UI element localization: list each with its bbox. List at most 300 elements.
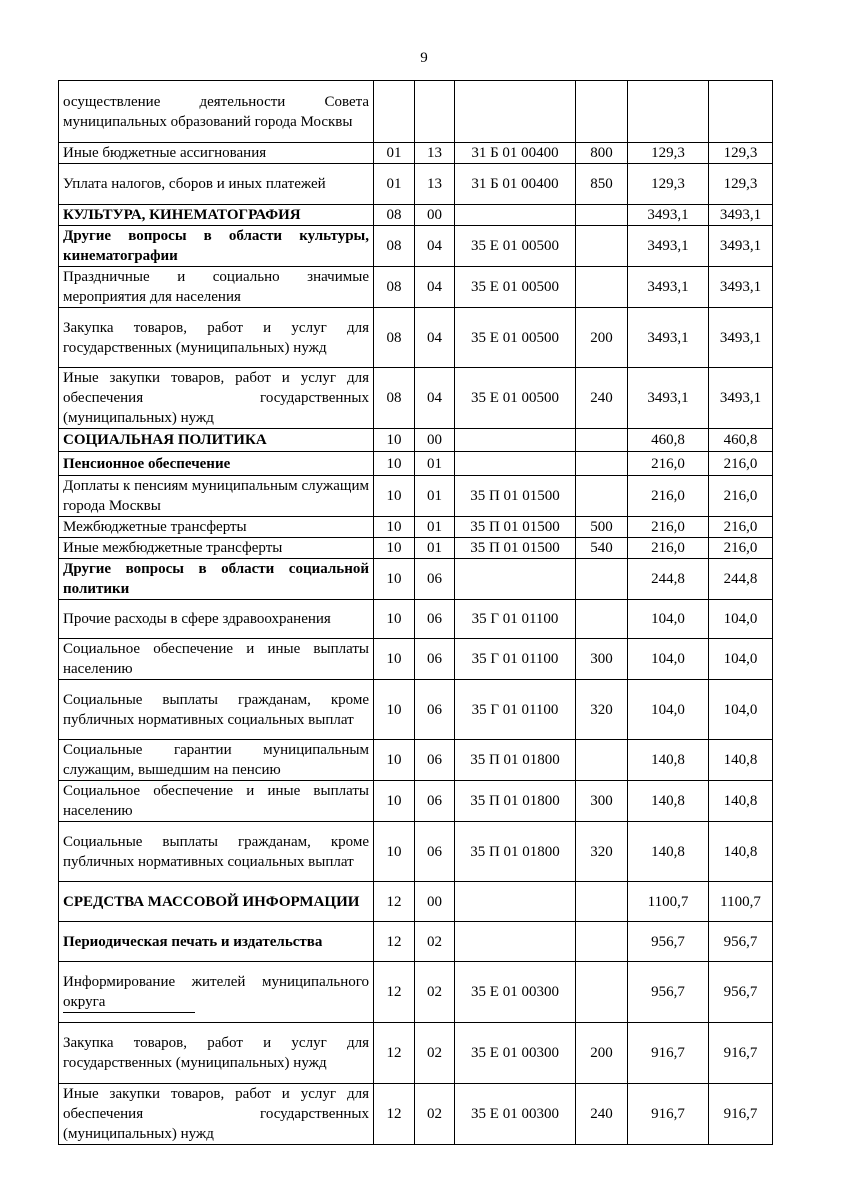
expense-type-cell xyxy=(576,882,628,922)
subsection-code-text: 06 xyxy=(427,571,442,587)
amount-year2-text: 916,7 xyxy=(723,1106,758,1122)
amount-year2-text: 140,8 xyxy=(723,752,758,768)
expense-type-text: 200 xyxy=(590,1045,613,1061)
amount-year2-text: 140,8 xyxy=(723,843,758,860)
amount-year2-cell xyxy=(709,429,773,452)
amount-year1-text: 244,8 xyxy=(651,571,685,587)
target-article-text: 35 П 01 01500 xyxy=(470,488,560,504)
amount-year1-text: 3493,1 xyxy=(647,207,689,223)
section-code-cell xyxy=(374,517,415,538)
section-code-text: 10 xyxy=(386,488,402,504)
section-code-cell xyxy=(374,476,415,517)
amount-year1-cell xyxy=(628,822,709,882)
expense-name-cell xyxy=(59,1084,374,1145)
amount-year1-text: 216,0 xyxy=(651,488,685,504)
expense-name-cell xyxy=(59,81,374,143)
expense-name-text: Закупка товаров, работ и услуг для государственных (муниципальных) нужд xyxy=(63,1035,369,1071)
target-article-text: 35 П 01 01800 xyxy=(470,793,560,809)
target-article-cell xyxy=(455,267,576,308)
target-article-cell xyxy=(455,922,576,962)
expense-name-text: Доплаты к пенсиям муниципальным служащим города Москвы xyxy=(63,478,369,514)
amount-year2-text: 216,0 xyxy=(723,540,758,556)
section-code-text: 12 xyxy=(386,984,402,1000)
subsection-code-text: 00 xyxy=(427,207,442,223)
page-number: 9 xyxy=(420,50,428,66)
amount-year1-cell xyxy=(628,680,709,740)
expense-name-cell xyxy=(59,226,374,267)
section-code-cell xyxy=(374,267,415,308)
table-row xyxy=(59,600,773,639)
subsection-code-text: 04 xyxy=(427,238,442,254)
expense-name-cell xyxy=(59,452,374,476)
expense-name-text: Информирование жителей муниципального округа xyxy=(63,973,369,1010)
section-code-text: 10 xyxy=(386,843,402,860)
amount-year2-text: 244,8 xyxy=(723,571,758,587)
target-article-text: 31 Б 01 00400 xyxy=(471,145,559,161)
table-row xyxy=(59,81,773,143)
target-article-text: 35 Е 01 00500 xyxy=(471,279,559,295)
subsection-code-cell xyxy=(415,922,455,962)
section-code-cell xyxy=(374,740,415,781)
expense-name-cell xyxy=(59,559,374,600)
table-row xyxy=(59,226,773,267)
target-article-text: 35 Е 01 00300 xyxy=(471,984,559,1000)
expense-name-cell xyxy=(59,538,374,559)
section-code-cell xyxy=(374,639,415,680)
amount-year2-cell xyxy=(709,81,773,143)
subsection-code-cell xyxy=(415,781,455,822)
amount-year1-text: 916,7 xyxy=(651,1106,685,1122)
amount-year2-cell xyxy=(709,600,773,639)
expense-name-text: Другие вопросы в области социальной политики xyxy=(63,561,369,597)
expense-type-cell xyxy=(576,600,628,639)
amount-year2-text: 3493,1 xyxy=(719,238,762,254)
amount-year1-cell xyxy=(628,164,709,205)
subsection-code-text: 02 xyxy=(427,984,442,1000)
budget-table-body xyxy=(59,81,773,1145)
section-code-cell xyxy=(374,781,415,822)
amount-year1-cell xyxy=(628,452,709,476)
amount-year2-text: 956,7 xyxy=(723,984,758,1000)
expense-name-cell xyxy=(59,143,374,164)
expense-name-text: Иные закупки товаров, работ и услуг для обеспечения государственных (муниципальных) нужд xyxy=(63,1086,369,1142)
section-code-cell xyxy=(374,882,415,922)
amount-year1-text: 216,0 xyxy=(651,540,685,556)
amount-year1-text: 104,0 xyxy=(651,611,685,627)
target-article-text: 35 П 01 01800 xyxy=(470,752,560,768)
subsection-code-cell xyxy=(415,962,455,1023)
amount-year2-cell xyxy=(709,559,773,600)
expense-name-cell xyxy=(59,962,374,1023)
expense-type-cell xyxy=(576,452,628,476)
amount-year2-text: 216,0 xyxy=(723,455,758,472)
expense-name-cell xyxy=(59,600,374,639)
amount-year2-text: 104,0 xyxy=(723,701,758,718)
amount-year1-text: 140,8 xyxy=(651,752,685,768)
amount-year1-cell xyxy=(628,308,709,368)
expense-type-cell xyxy=(576,1023,628,1084)
section-code-text: 12 xyxy=(386,1106,402,1122)
subsection-code-cell xyxy=(415,476,455,517)
expense-type-cell xyxy=(576,308,628,368)
amount-year1-text: 1100,7 xyxy=(647,893,689,910)
expense-name-text: Иные бюджетные ассигнования xyxy=(63,145,267,161)
amount-year2-cell xyxy=(709,226,773,267)
subsection-code-text: 06 xyxy=(427,752,442,768)
expense-type-cell xyxy=(576,962,628,1023)
amount-year2-cell xyxy=(709,517,773,538)
amount-year1-cell xyxy=(628,781,709,822)
amount-year1-text: 3493,1 xyxy=(647,390,689,406)
expense-name-cell xyxy=(59,476,374,517)
table-row xyxy=(59,1023,773,1084)
target-article-text: 35 Г 01 01100 xyxy=(471,611,559,627)
subsection-code-text: 06 xyxy=(427,701,442,718)
target-article-cell xyxy=(455,368,576,429)
amount-year2-cell xyxy=(709,1023,773,1084)
amount-year1-cell xyxy=(628,882,709,922)
target-article-cell xyxy=(455,205,576,226)
amount-year2-text: 216,0 xyxy=(723,519,758,535)
section-code-text: 10 xyxy=(386,519,402,535)
expense-type-cell xyxy=(576,476,628,517)
expense-type-text: 240 xyxy=(590,1106,613,1122)
subsection-code-cell xyxy=(415,452,455,476)
table-row xyxy=(59,639,773,680)
subsection-code-cell xyxy=(415,538,455,559)
section-code-cell xyxy=(374,538,415,559)
amount-year2-text: 216,0 xyxy=(723,488,758,504)
section-code-text: 08 xyxy=(386,207,402,223)
expense-name-cell xyxy=(59,205,374,226)
table-row xyxy=(59,476,773,517)
table-row xyxy=(59,143,773,164)
expense-type-text: 200 xyxy=(590,329,613,346)
target-article-text: 35 Г 01 01100 xyxy=(471,701,559,718)
amount-year2-cell xyxy=(709,476,773,517)
expense-name-text: Праздничные и социально значимые мероприятия для населения xyxy=(63,269,369,305)
section-code-cell xyxy=(374,143,415,164)
target-article-text: 35 Г 01 01100 xyxy=(471,651,559,667)
subsection-code-cell xyxy=(415,164,455,205)
section-code-text: 10 xyxy=(386,651,402,667)
expense-name-cell xyxy=(59,781,374,822)
subsection-code-text: 02 xyxy=(427,1045,442,1061)
subsection-code-text: 04 xyxy=(427,279,442,295)
section-code-text: 10 xyxy=(386,432,402,448)
amount-year2-cell xyxy=(709,205,773,226)
subsection-code-cell xyxy=(415,81,455,143)
target-article-cell xyxy=(455,143,576,164)
table-row xyxy=(59,429,773,452)
expense-type-cell xyxy=(576,143,628,164)
expense-name-cell xyxy=(59,922,374,962)
expense-type-cell xyxy=(576,639,628,680)
subsection-code-text: 06 xyxy=(427,611,442,627)
expense-name-text: осуществление деятельности Совета муниципальных образований города Москвы xyxy=(63,93,369,130)
expense-type-cell xyxy=(576,368,628,429)
subsection-code-text: 01 xyxy=(427,488,442,504)
section-code-cell xyxy=(374,922,415,962)
subsection-code-cell xyxy=(415,882,455,922)
amount-year2-cell xyxy=(709,308,773,368)
table-row xyxy=(59,205,773,226)
subsection-code-text: 04 xyxy=(427,390,442,406)
expense-type-cell xyxy=(576,680,628,740)
amount-year2-text: 3493,1 xyxy=(719,207,762,223)
table-row xyxy=(59,1084,773,1145)
amount-year1-cell xyxy=(628,205,709,226)
section-code-text: 08 xyxy=(386,329,402,346)
target-article-cell xyxy=(455,740,576,781)
amount-year1-cell xyxy=(628,226,709,267)
subsection-code-cell xyxy=(415,740,455,781)
section-code-cell xyxy=(374,368,415,429)
amount-year2-cell xyxy=(709,740,773,781)
target-article-cell xyxy=(455,164,576,205)
amount-year1-text: 3493,1 xyxy=(647,329,689,346)
amount-year2-text: 129,3 xyxy=(723,176,758,192)
expense-name-cell xyxy=(59,267,374,308)
amount-year2-cell xyxy=(709,822,773,882)
amount-year2-cell xyxy=(709,962,773,1023)
target-article-cell xyxy=(455,452,576,476)
expense-name-text: Социальные гарантии муниципальным служащим, вышедшим на пенсию xyxy=(63,742,369,778)
target-article-text: 31 Б 01 00400 xyxy=(471,176,559,192)
target-article-cell xyxy=(455,639,576,680)
expense-type-cell xyxy=(576,205,628,226)
expense-type-cell xyxy=(576,781,628,822)
expense-type-cell xyxy=(576,226,628,267)
target-article-cell xyxy=(455,822,576,882)
target-article-cell xyxy=(455,559,576,600)
subsection-code-cell xyxy=(415,308,455,368)
expense-type-cell xyxy=(576,1084,628,1145)
amount-year1-cell xyxy=(628,922,709,962)
expense-type-text: 300 xyxy=(590,651,613,667)
subsection-code-cell xyxy=(415,680,455,740)
target-article-text: 35 Е 01 00500 xyxy=(471,329,559,346)
expense-type-text: 500 xyxy=(590,519,613,535)
amount-year1-text: 129,3 xyxy=(651,176,685,192)
amount-year1-text: 916,7 xyxy=(651,1045,685,1061)
expense-name-cell xyxy=(59,680,374,740)
amount-year1-cell xyxy=(628,429,709,452)
subsection-code-text: 04 xyxy=(427,329,442,346)
expense-type-text: 320 xyxy=(590,701,613,718)
target-article-text: 35 Е 01 00500 xyxy=(471,390,559,406)
expense-name-text: Социальные выплаты гражданам, кроме публичных нормативных социальных выплат xyxy=(63,833,369,870)
target-article-text: 35 П 01 01500 xyxy=(470,519,560,535)
expense-type-text: 320 xyxy=(590,843,613,860)
expense-type-cell xyxy=(576,164,628,205)
section-code-text: 10 xyxy=(386,455,402,472)
table-row xyxy=(59,740,773,781)
budget-table xyxy=(58,80,773,1145)
amount-year1-text: 216,0 xyxy=(651,519,685,535)
expense-name-cell xyxy=(59,1023,374,1084)
amount-year1-cell xyxy=(628,368,709,429)
expense-name-text: Социальные выплаты гражданам, кроме публичных нормативных социальных выплат xyxy=(63,691,369,728)
expense-type-cell xyxy=(576,517,628,538)
amount-year2-cell xyxy=(709,368,773,429)
amount-year1-cell xyxy=(628,81,709,143)
target-article-cell xyxy=(455,226,576,267)
expense-name-text: СРЕДСТВА МАССОВОЙ ИНФОРМАЦИИ xyxy=(63,893,360,910)
expense-type-text: 300 xyxy=(590,793,613,809)
amount-year2-text: 104,0 xyxy=(723,611,758,627)
section-code-cell xyxy=(374,822,415,882)
expense-name-text: Уплата налогов, сборов и иных платежей xyxy=(63,176,326,192)
section-code-text: 12 xyxy=(386,1045,402,1061)
amount-year1-text: 140,8 xyxy=(651,793,685,809)
amount-year1-text: 956,7 xyxy=(651,984,685,1000)
amount-year1-cell xyxy=(628,639,709,680)
underline-mark xyxy=(63,1012,195,1013)
table-row xyxy=(59,962,773,1023)
table-row xyxy=(59,538,773,559)
amount-year1-text: 104,0 xyxy=(651,651,685,667)
subsection-code-text: 02 xyxy=(427,1106,442,1122)
amount-year2-cell xyxy=(709,680,773,740)
target-article-cell xyxy=(455,81,576,143)
amount-year2-cell xyxy=(709,452,773,476)
section-code-text: 12 xyxy=(386,893,402,910)
amount-year2-text: 956,7 xyxy=(723,933,758,950)
subsection-code-cell xyxy=(415,639,455,680)
section-code-text: 01 xyxy=(386,145,402,161)
subsection-code-cell xyxy=(415,143,455,164)
target-article-cell xyxy=(455,517,576,538)
expense-type-cell xyxy=(576,559,628,600)
target-article-text: 35 П 01 01500 xyxy=(470,540,560,556)
subsection-code-cell xyxy=(415,205,455,226)
expense-name-text: СОЦИАЛЬНАЯ ПОЛИТИКА xyxy=(63,432,267,448)
section-code-text: 08 xyxy=(386,279,402,295)
section-code-text: 12 xyxy=(386,933,402,950)
amount-year1-cell xyxy=(628,267,709,308)
section-code-text: 08 xyxy=(386,238,402,254)
amount-year1-cell xyxy=(628,517,709,538)
target-article-text: 35 Е 01 00300 xyxy=(471,1106,559,1122)
amount-year1-cell xyxy=(628,1084,709,1145)
expense-name-text: Прочие расходы в сфере здравоохранения xyxy=(63,611,331,627)
section-code-cell xyxy=(374,559,415,600)
expense-type-cell xyxy=(576,538,628,559)
subsection-code-text: 00 xyxy=(427,432,442,448)
section-code-cell xyxy=(374,452,415,476)
section-code-text: 08 xyxy=(386,390,402,406)
target-article-cell xyxy=(455,600,576,639)
amount-year1-text: 956,7 xyxy=(651,933,685,950)
subsection-code-cell xyxy=(415,1023,455,1084)
table-row xyxy=(59,308,773,368)
section-code-cell xyxy=(374,205,415,226)
amount-year1-text: 216,0 xyxy=(651,455,685,472)
section-code-cell xyxy=(374,164,415,205)
subsection-code-cell xyxy=(415,559,455,600)
amount-year2-cell xyxy=(709,781,773,822)
expense-name-cell xyxy=(59,164,374,205)
subsection-code-text: 00 xyxy=(427,893,442,910)
amount-year2-cell xyxy=(709,164,773,205)
expense-type-text: 850 xyxy=(590,176,613,192)
subsection-code-cell xyxy=(415,600,455,639)
section-code-cell xyxy=(374,429,415,452)
section-code-text: 10 xyxy=(386,611,402,627)
target-article-text: 35 Е 01 00500 xyxy=(471,238,559,254)
section-code-cell xyxy=(374,81,415,143)
target-article-cell xyxy=(455,429,576,452)
expense-type-cell xyxy=(576,922,628,962)
amount-year1-cell xyxy=(628,740,709,781)
amount-year2-text: 3493,1 xyxy=(719,329,762,346)
subsection-code-text: 06 xyxy=(427,843,442,860)
amount-year1-cell xyxy=(628,476,709,517)
amount-year1-cell xyxy=(628,559,709,600)
expense-name-text: Периодическая печать и издательства xyxy=(63,933,323,950)
subsection-code-cell xyxy=(415,226,455,267)
target-article-text: 35 Е 01 00300 xyxy=(471,1045,559,1061)
amount-year1-text: 104,0 xyxy=(651,701,685,718)
subsection-code-cell xyxy=(415,1084,455,1145)
subsection-code-cell xyxy=(415,429,455,452)
subsection-code-text: 02 xyxy=(427,933,442,950)
amount-year1-cell xyxy=(628,538,709,559)
expense-name-cell xyxy=(59,822,374,882)
expense-name-cell xyxy=(59,308,374,368)
amount-year1-text: 140,8 xyxy=(651,843,685,860)
amount-year2-text: 460,8 xyxy=(723,432,758,448)
expense-name-text: Межбюджетные трансферты xyxy=(63,519,247,535)
target-article-text: 35 П 01 01800 xyxy=(470,843,560,860)
subsection-code-text: 06 xyxy=(427,793,442,809)
table-row xyxy=(59,452,773,476)
amount-year1-cell xyxy=(628,600,709,639)
target-article-cell xyxy=(455,1023,576,1084)
amount-year1-cell xyxy=(628,1023,709,1084)
expense-name-cell xyxy=(59,740,374,781)
table-row xyxy=(59,267,773,308)
expense-type-cell xyxy=(576,740,628,781)
expense-name-text: Иные закупки товаров, работ и услуг для обеспечения государственных (муниципальных) нужд xyxy=(63,370,369,426)
section-code-cell xyxy=(374,600,415,639)
table-row xyxy=(59,882,773,922)
section-code-cell xyxy=(374,226,415,267)
subsection-code-text: 01 xyxy=(427,455,442,472)
expense-name-text: Другие вопросы в области культуры, кинематографии xyxy=(63,228,369,264)
expense-name-cell xyxy=(59,368,374,429)
table-row xyxy=(59,922,773,962)
subsection-code-cell xyxy=(415,267,455,308)
section-code-text: 10 xyxy=(386,701,402,718)
amount-year2-text: 140,8 xyxy=(723,793,758,809)
expense-name-cell xyxy=(59,429,374,452)
expense-name-text: Социальное обеспечение и иные выплаты населению xyxy=(63,641,369,677)
amount-year2-text: 1100,7 xyxy=(720,893,761,910)
section-code-cell xyxy=(374,962,415,1023)
target-article-cell xyxy=(455,1084,576,1145)
section-code-text: 10 xyxy=(386,571,402,587)
expense-type-text: 800 xyxy=(590,145,613,161)
expense-name-cell xyxy=(59,639,374,680)
amount-year2-text: 104,0 xyxy=(723,651,758,667)
amount-year2-cell xyxy=(709,882,773,922)
target-article-cell xyxy=(455,680,576,740)
amount-year2-text: 129,3 xyxy=(723,145,758,161)
amount-year1-cell xyxy=(628,962,709,1023)
table-row xyxy=(59,517,773,538)
